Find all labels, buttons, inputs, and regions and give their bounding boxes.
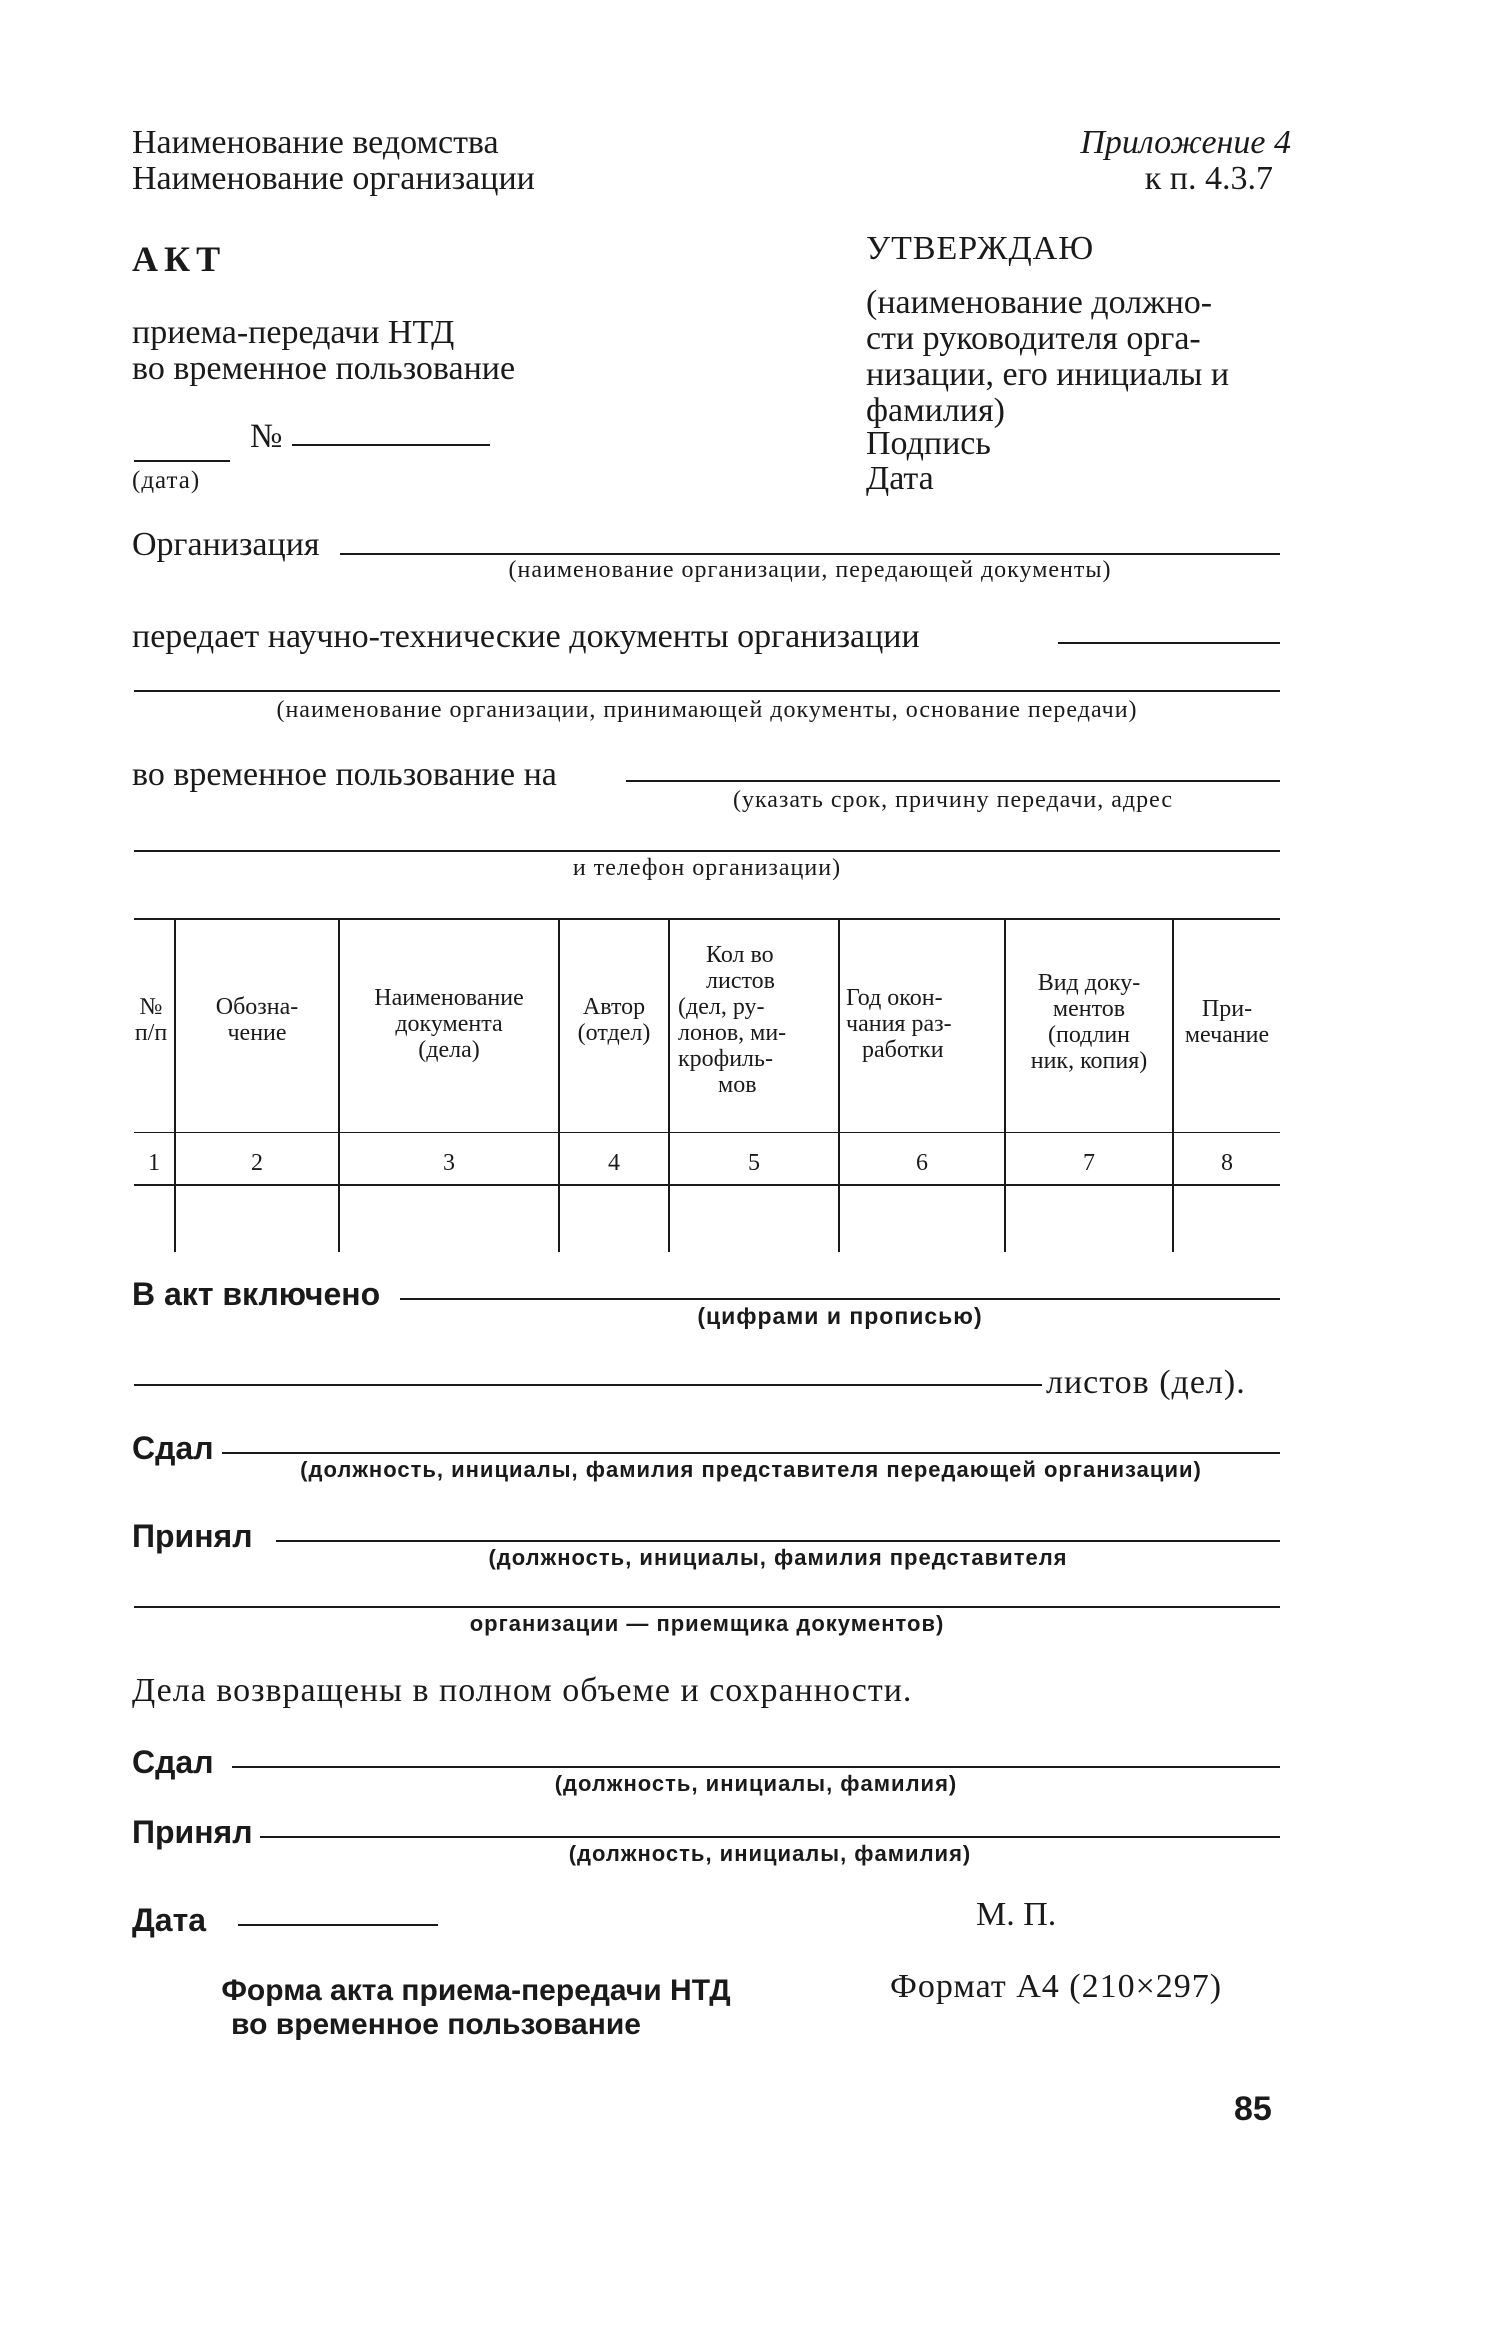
table-column-divider <box>1172 918 1174 1252</box>
included-line <box>400 1298 1280 1300</box>
appendix-reference: к п. 4.3.7 <box>1144 160 1273 197</box>
table-header-cell: Обозна- чение <box>215 994 299 1046</box>
footer-date-line <box>238 1924 438 1926</box>
transfer-text: передает научно-технические документы организации <box>132 618 920 655</box>
number-label: № <box>250 418 283 455</box>
approval-line-3: низации, его инициалы и <box>866 356 1230 393</box>
temp-use-label: во временное пользование на <box>132 756 557 793</box>
received-caption-2: организации — приемщика документов) <box>469 1611 945 1636</box>
approval-line-4: фамилия) <box>866 392 1005 429</box>
approval-title: УТВЕРЖДАЮ <box>866 230 1095 267</box>
gave-line <box>222 1452 1280 1454</box>
received-caption-3: (должность, инициалы, фамилия) <box>568 1841 972 1866</box>
gave-caption: (должность, инициалы, фамилия представителя передающей организации) <box>300 1457 1202 1482</box>
date-underline <box>134 460 230 462</box>
table-column-number: 1 <box>148 1150 160 1176</box>
seal-mark: М. П. <box>976 1896 1057 1933</box>
returned-text: Дела возвращены в полном объеме и сохранности. <box>132 1672 913 1709</box>
table-column-number: 4 <box>608 1150 620 1176</box>
table-column-divider <box>338 918 340 1252</box>
approval-line-1: (наименование должно- <box>866 284 1213 321</box>
footer-date-label: Дата <box>132 1902 207 1938</box>
sheets-line <box>134 1384 1042 1386</box>
included-caption: (цифрами и прописью) <box>697 1303 983 1329</box>
table-numbers-line <box>134 1184 1280 1186</box>
term-caption-1: (указать срок, причину передачи, адрес <box>732 787 1174 813</box>
appendix-label: Приложение 4 <box>1080 124 1291 161</box>
received-line-3 <box>260 1836 1280 1838</box>
date-caption: (дата) <box>132 467 201 494</box>
organization-caption: (наименование организации, передающей документы) <box>508 557 1112 583</box>
table-header-cell: При- мечание <box>1184 996 1270 1048</box>
transfer-line <box>1058 642 1280 644</box>
table-column-number: 8 <box>1221 1150 1233 1176</box>
receiver-line <box>134 690 1280 692</box>
table-header-cell: Год окон- чания раз- работки <box>846 985 952 1063</box>
table-column-divider <box>668 918 670 1252</box>
act-subtitle-line-1: приема-передачи НТД <box>132 314 455 351</box>
table-column-number: 5 <box>748 1150 760 1176</box>
table-column-divider <box>838 918 840 1252</box>
term-line-2 <box>134 850 1280 852</box>
approval-date: Дата <box>866 460 934 497</box>
organization-label: Организация <box>132 526 320 563</box>
table-header-cell: Вид доку- ментов (подлин ник, копия) <box>1030 970 1148 1074</box>
gave-caption-2: (должность, инициалы, фамилия) <box>554 1771 958 1796</box>
act-subtitle-line-2: во временное пользование <box>132 350 516 387</box>
form-title-line-2: во временное пользование <box>231 2008 641 2041</box>
form-title-line-1: Форма акта приема-передачи НТД <box>221 1974 731 2007</box>
format-label: Формат А4 (210×297) <box>890 1968 1223 2005</box>
gave-line-2 <box>232 1766 1280 1768</box>
received-label: Принял <box>132 1518 253 1554</box>
received-label-2: Принял <box>132 1814 253 1850</box>
gave-label-2: Сдал <box>132 1744 214 1780</box>
table-column-number: 6 <box>916 1150 928 1176</box>
term-line <box>626 780 1280 782</box>
table-column-number: 3 <box>443 1150 455 1176</box>
number-underline <box>292 444 490 446</box>
ministry-name: Наименование ведомства <box>132 124 499 161</box>
table-header-cell: Наименование документа (дела) <box>374 985 524 1063</box>
organization-line <box>340 553 1280 555</box>
received-line <box>276 1540 1280 1542</box>
table-header-cell: № п/п <box>134 994 168 1046</box>
organization-name: Наименование организации <box>132 160 535 197</box>
receiver-caption: (наименование организации, принимающей документы, основание передачи) <box>276 697 1138 723</box>
included-label: В акт включено <box>132 1276 381 1312</box>
gave-label: Сдал <box>132 1430 214 1466</box>
table-header-cell: Автор (отдел) <box>577 994 651 1046</box>
act-title: АКТ <box>132 239 227 279</box>
page-number: 85 <box>1234 2090 1272 2128</box>
approval-signature: Подпись <box>866 425 991 462</box>
received-line-2 <box>134 1606 1280 1608</box>
received-caption-1: (должность, инициалы, фамилия представителя <box>488 1545 1068 1570</box>
term-caption-2: и телефон организации) <box>572 855 842 881</box>
sheets-label: листов (дел). <box>1046 1364 1246 1401</box>
table-column-divider <box>174 918 176 1252</box>
table-header-line <box>134 1132 1280 1133</box>
table-column-divider <box>558 918 560 1252</box>
table-top-line <box>134 918 1280 920</box>
table-column-divider <box>1004 918 1006 1252</box>
table-header-cell: Кол во листов (дел, ру- лонов, ми- крофиль- мов <box>678 942 787 1098</box>
table-column-number: 7 <box>1083 1150 1095 1176</box>
approval-line-2: сти руководителя орга- <box>866 320 1201 357</box>
table-column-number: 2 <box>251 1150 263 1176</box>
